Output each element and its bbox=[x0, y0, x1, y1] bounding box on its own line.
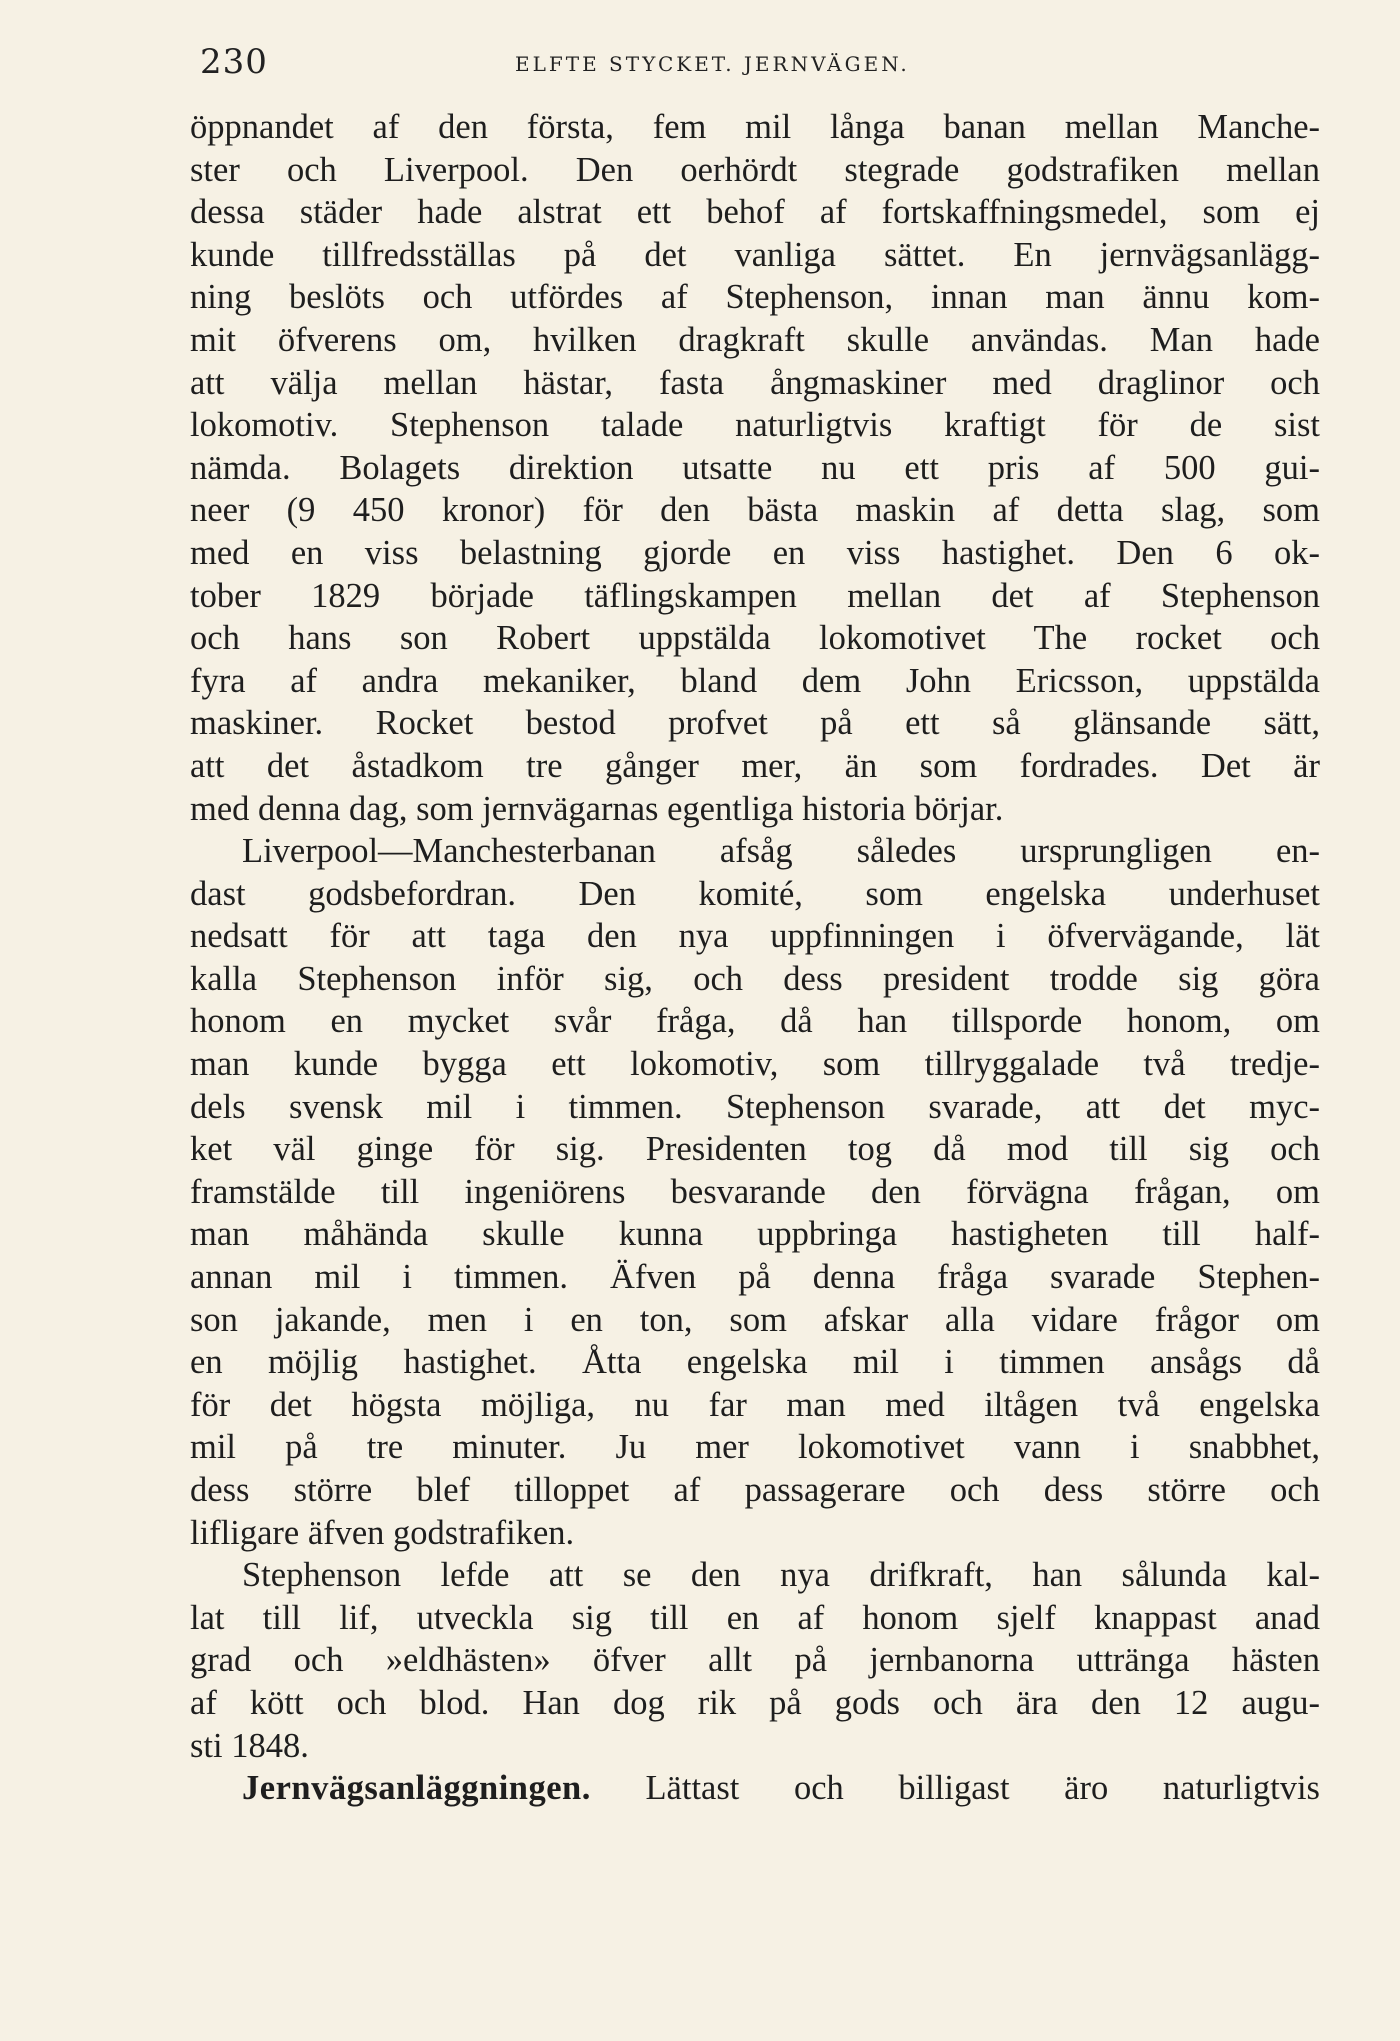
text-line: dels svensk mil i timmen. Stephenson svarade, att det myc- bbox=[190, 1087, 1320, 1126]
text-line-rest: Lättast och billigast äro naturligtvis bbox=[590, 1769, 1320, 1808]
text-line: framstälde till ingeniörens besvarande den förvägna frågan, om bbox=[190, 1172, 1320, 1211]
text-line: lifligare äfven godstrafiken. bbox=[190, 1513, 575, 1552]
text-line: för det högsta möjliga, nu far man med iltågen två engelska bbox=[190, 1385, 1320, 1424]
text-line: neer (9 450 kronor) för den bästa maskin af detta slag, som bbox=[190, 491, 1320, 530]
running-head: ELFTE STYCKET. JERNVÄGEN. bbox=[515, 52, 910, 76]
text-line: lokomotiv. Stephenson talade naturligtvis kraftigt för de sist bbox=[190, 406, 1320, 445]
text-line: kalla Stephenson inför sig, och dess president trodde sig göra bbox=[190, 959, 1320, 998]
text-line: mit öfverens om, hvilken dragkraft skulle användas. Man hade bbox=[190, 320, 1320, 359]
text-line: tober 1829 började täflingskampen mellan det af Stephenson bbox=[190, 576, 1320, 615]
text-line: mil på tre minuter. Ju mer lokomotivet vann i snabbhet, bbox=[190, 1428, 1320, 1467]
text-line: man kunde bygga ett lokomotiv, som tillryggalade två tredje- bbox=[190, 1045, 1320, 1084]
text-line: son jakande, men i en ton, som afskar alla vidare frågor om bbox=[190, 1300, 1320, 1339]
text-line: Liverpool—Manchesterbanan afsåg således ursprungligen en- bbox=[242, 832, 1320, 871]
text-line: fyra af andra mekaniker, bland dem John Ericsson, uppstälda bbox=[190, 661, 1320, 700]
text-line: man måhända skulle kunna uppbringa hastigheten till half- bbox=[190, 1215, 1320, 1254]
text-line: lat till lif, utveckla sig till en af honom sjelf knappast anad bbox=[190, 1598, 1320, 1637]
page-number: 230 bbox=[200, 42, 268, 82]
section-lead-line bbox=[190, 1767, 1320, 1810]
text-line: med en viss belastning gjorde en viss hastighet. Den 6 ok- bbox=[190, 533, 1320, 572]
body-text bbox=[190, 106, 1320, 1810]
text-line: kunde tillfredsställas på det vanliga sättet. En jernvägsanlägg- bbox=[190, 235, 1320, 274]
page-header bbox=[200, 42, 1320, 82]
text-line: dess större blef tilloppet af passagerare och dess större och bbox=[190, 1471, 1320, 1509]
text-line: en möjlig hastighet. Åtta engelska mil i timmen ansågs då bbox=[190, 1343, 1320, 1382]
text-line: att välja mellan hästar, fasta ångmaskiner med draglinor och bbox=[190, 363, 1320, 402]
text-line: Stephenson lefde att se den nya drifkraft, han sålunda kal- bbox=[242, 1556, 1320, 1595]
text-line: nämda. Bolagets direktion utsatte nu ett pris af 500 gui- bbox=[190, 448, 1320, 487]
text-line: dast godsbefordran. Den komité, som engelska underhuset bbox=[190, 874, 1320, 913]
text-line: sti 1848. bbox=[190, 1726, 309, 1765]
text-line: att det åstadkom tre gånger mer, än som fordrades. Det är bbox=[190, 746, 1320, 785]
section-heading-inline: Jernvägsanläggningen. bbox=[242, 1769, 591, 1808]
text-line: ket väl ginge för sig. Presidenten tog då mod till sig och bbox=[190, 1130, 1320, 1169]
text-line: grad och »eldhästen» öfver allt på jernbanorna uttränga hästen bbox=[190, 1641, 1320, 1680]
text-line: honom en mycket svår fråga, då han tillsporde honom, om bbox=[190, 1002, 1320, 1041]
text-line: med denna dag, som jernvägarnas egentliga historia börjar. bbox=[190, 789, 1004, 828]
text-line: dessa städer hade alstrat ett behof af fortskaffningsmedel, som ej bbox=[190, 193, 1320, 232]
text-line: ning beslöts och utfördes af Stephenson, innan man ännu kom- bbox=[190, 278, 1320, 317]
text-line: annan mil i timmen. Äfven på denna fråga svarade Stephen- bbox=[190, 1258, 1320, 1297]
text-line: öppnandet af den första, fem mil långa banan mellan Manche- bbox=[190, 108, 1320, 146]
text-line: maskiner. Rocket bestod profvet på ett så glänsande sätt, bbox=[190, 704, 1320, 743]
text-line: ster och Liverpool. Den oerhördt stegrade godstrafiken mellan bbox=[190, 150, 1320, 189]
text-line: och hans son Robert uppstälda lokomotivet The rocket och bbox=[190, 619, 1320, 658]
text-line: nedsatt för att taga den nya uppfinningen i öfvervägande, lät bbox=[190, 917, 1320, 956]
text-line: af kött och blod. Han dog rik på gods och ära den 12 augu- bbox=[190, 1683, 1320, 1722]
